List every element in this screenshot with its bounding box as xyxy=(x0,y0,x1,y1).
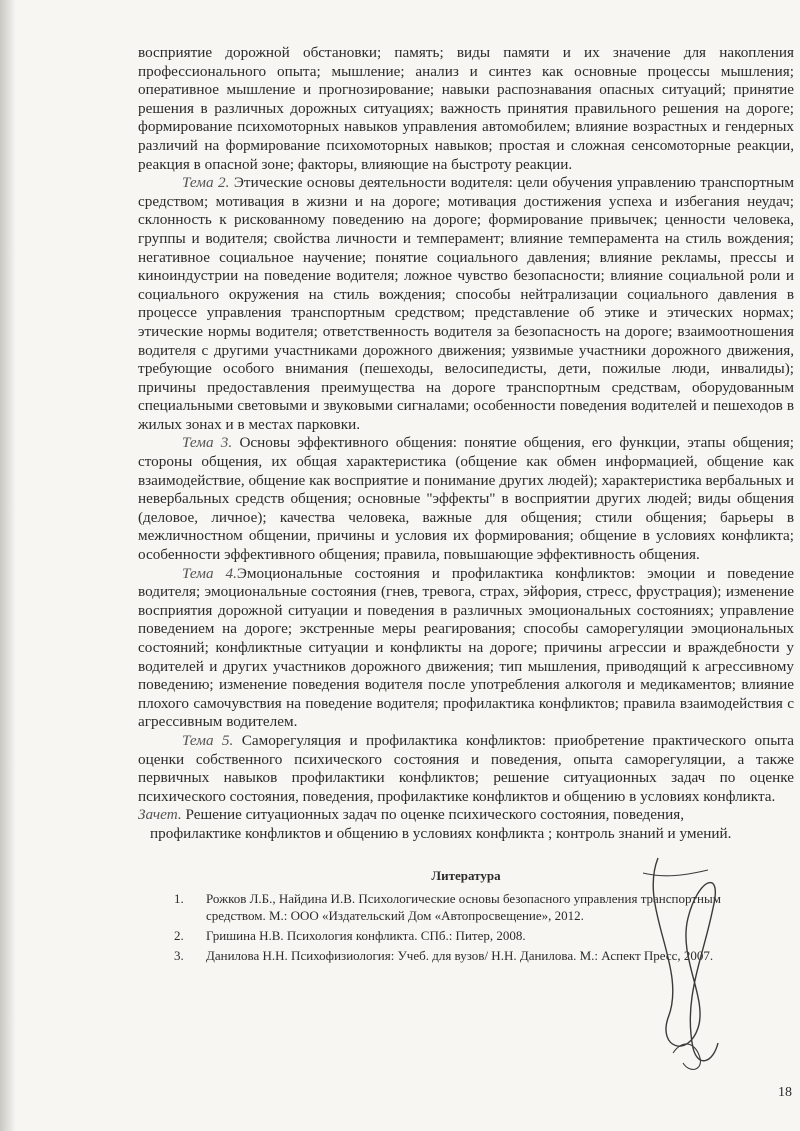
topic-3-label: Тема 3. xyxy=(182,434,233,452)
literature-item-text: Рожков Л.Б., Найдина И.В. Психологические основы безопасного управления транспортным средством. М.: ООО «Издательский Дом «Автопросвещение», 2012. xyxy=(206,890,721,923)
topic-2-text: Этические основы деятельности водителя: цели обучения управлению транспортным средством; мотивация в жизни и на дороге; мотивация достижения успеха и избегания неудач; склонность к рискованному поведению на дороге; формирование привычек; ценности человека, группы и водителя; свойства личности и темперамент; влияние темперамента на стиль вождения; негативное социальное научение; понятие социального давления; влияние рекламы, прессы и киноиндустрии на поведение водителя; ложное чувство безопасности; влияние социальной роли и социального окружения на стиль вождения; способы нейтрализации социального давления в процессе управления транспортным средством; представление об этике и этических нормах; этические нормы водителя; ответственность водителя за безопасность на дороге; взаимоотношения водителя с другими участниками дорожного движения; уязвимые участники дорожного движения, требующие особого внимания (пешеходы, велосипедисты, дети, пожилые люди, инвалиды); причины предоставления преимущества на дороге транспортным средствам, оборудованным специальными световыми и звуковыми сигналами; особенности поведения водителей и пешеходов в жилых зонах и в местах парковки. xyxy=(138,174,794,433)
literature-item-number: 3. xyxy=(174,947,184,963)
zachet-text-line1: Решение ситуационных задач по оценке психического состояния, поведения, xyxy=(181,806,685,824)
scan-edge-shadow xyxy=(0,0,16,1131)
topic-4-label: Тема 4. xyxy=(182,564,237,582)
handwritten-signature xyxy=(628,848,738,1078)
literature-item-text: Гришина Н.В. Психология конфликта. СПб.: Питер, 2008. xyxy=(206,927,526,943)
topic-4-text: Эмоциональные состояния и профилактика конфликтов: эмоции и поведение водителя; эмоциональные состояния (гнев, тревога, страх, эйфория, стресс, фрустрация); изменение восприятия дорожной ситуации и поведения в различных эмоциональных состояниях; управление поведением на дороге; экстренные меры реагирования; способы саморегуляции эмоциональных состояний; конфликтные ситуации и конфликты на дороге; причины агрессии и враждебности у водителей и других участников дорожного движения; тип мышления, приводящий к агрессивному поведению; изменение поведения водителя после употребления алкоголя и медикаментов; влияние плохого самочувствия на поведение водителя; профилактика конфликтов; правила взаимодействия с агрессивным водителем. xyxy=(138,564,795,731)
literature-item-number: 2. xyxy=(174,927,184,943)
literature-item-number: 1. xyxy=(174,890,184,906)
topic-3-text: Основы эффективного общения: понятие общения, его функции, этапы общения; стороны общения, их общая характеристика (общение как обмен информацией, общение как взаимодействие, общение как восприятие и понимание других людей); характеристика вербальных и невербальных средств общения; основные "эффекты" в восприятии других людей; виды общения (деловое, личное); качества человека, важные для общения; стили общения; барьеры в межличностном общении, причины и условия их формирования; общение в условиях конфликта; особенности эффективного общения; правила, повышающие эффективность общения. xyxy=(138,434,794,564)
topic-4-paragraph xyxy=(138,565,794,732)
topic-5-label: Тема 5. xyxy=(182,731,234,749)
zachet-text-line2: профилактике конфликтов и общению в условиях конфликта ; контроль знаний и умений. xyxy=(150,824,732,842)
literature-title: Литература xyxy=(431,867,501,883)
topic-5-text: Саморегуляция и профилактика конфликтов: приобретение практического опыта оценки собственного психического состояния и поведения, опыта саморегуляции, а также первичных навыков профилактики конфликтов; решение ситуационных задач по оценке психического состояния, поведения, профилактике конфликтов и общению в условиях конфликта. xyxy=(138,731,794,805)
page-number: 18 xyxy=(778,1085,792,1100)
topic-5-paragraph xyxy=(138,732,794,806)
intro-paragraph: восприятие дорожной обстановки; память; виды памяти и их значение для накопления профессионального опыта; мышление; анализ и синтез как основные процессы мышления; оперативное мышление и прогнозирование; навыки распознавания опасных ситуаций; принятие решения в различных дорожных ситуациях; важность принятия правильного решения на дороге; формирование психомоторных навыков управления автомобилем; влияние возрастных и гендерных различий на формирование психомоторных навыков; простая и сложная сенсомоторные реакции, реакция в опасной зоне; факторы, влияющие на быстроту реакции. xyxy=(138,44,794,173)
zachet-paragraph xyxy=(138,806,794,843)
document-page xyxy=(138,44,794,967)
zachet-label: Зачет. xyxy=(138,806,182,824)
topic-3-paragraph xyxy=(138,434,794,564)
literature-item-text: Данилова Н.Н. Психофизиология: Учеб. для вузов/ Н.Н. Данилова. М.: Аспект Пресс, 2007. xyxy=(206,947,714,963)
topic-2-paragraph xyxy=(138,174,794,434)
topic-2-label: Тема 2. xyxy=(182,174,230,192)
